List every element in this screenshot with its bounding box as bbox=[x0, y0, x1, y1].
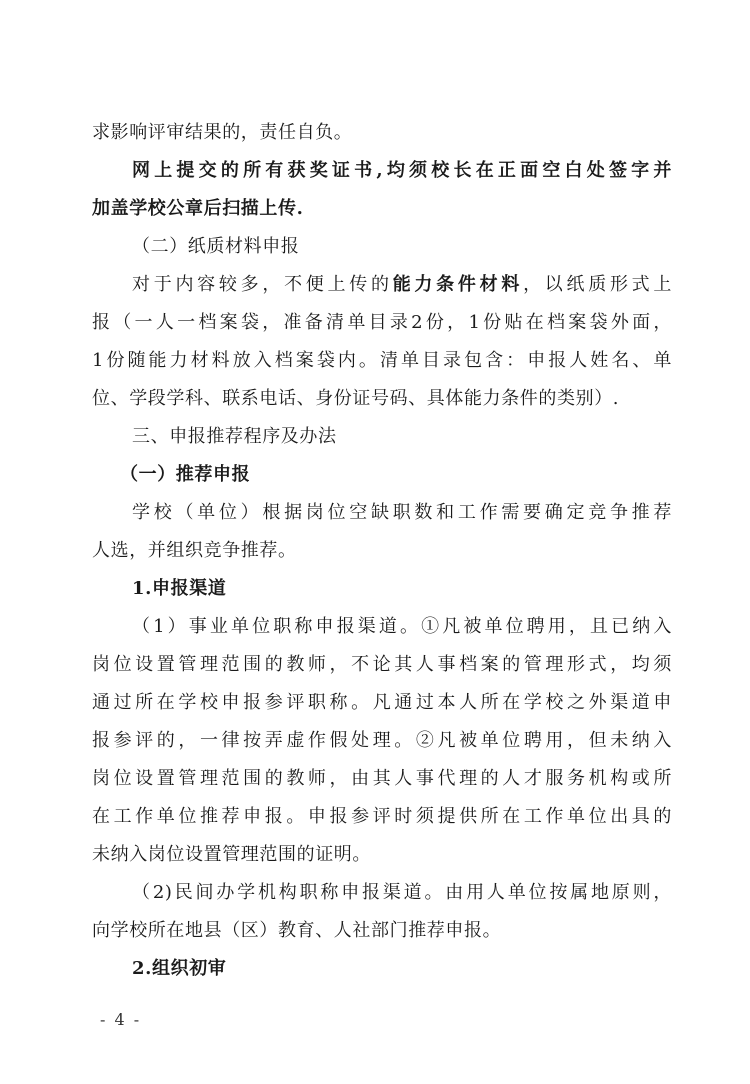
subsection-heading: （一）推荐申报 bbox=[120, 464, 251, 485]
text-line: 学校（单位）根据岗位空缺职数和工作需要确定竞争推荐 bbox=[132, 502, 672, 523]
section-heading: （二）纸质材料申报 bbox=[132, 236, 300, 257]
text-line: 岗位设置管理范围的教师，由其人事代理的人才服务机构或所 bbox=[92, 768, 672, 789]
emphasis-span: 能力条件材料 bbox=[392, 274, 524, 295]
document-body bbox=[92, 114, 672, 988]
text-line: 人选，并组织竞争推荐。 bbox=[92, 540, 297, 561]
text-line: 报（一人一档案袋，准备清单目录2份，1份贴在档案袋外面， bbox=[92, 312, 672, 333]
text-line: 岗位设置管理范围的教师，不论其人事档案的管理形式，均须 bbox=[92, 654, 672, 675]
text-line: 在工作单位推荐申报。申报参评时须提供所在工作单位出具的 bbox=[92, 806, 672, 827]
text-line: 报参评的，一律按弄虚作假处理。②凡被单位聘用，但未纳入 bbox=[92, 730, 672, 751]
text-span: 对于内容较多，不便上传的 bbox=[132, 274, 393, 295]
subsection-heading: 2.组织初审 bbox=[132, 958, 227, 979]
section-heading: 三、申报推荐程序及办法 bbox=[132, 426, 337, 447]
text-line: 未纳入岗位设置管理范围的证明。 bbox=[92, 844, 371, 865]
text-line: （1）事业单位职称申报渠道。①凡被单位聘用，且已纳入 bbox=[132, 616, 672, 637]
text-line: 1份随能力材料放入档案袋内。清单目录包含：申报人姓名、单 bbox=[92, 350, 672, 371]
text-line: （2)民间办学机构职称申报渠道。由用人单位按属地原则， bbox=[132, 882, 672, 903]
page-number: - 4 - bbox=[100, 1010, 142, 1029]
text-line: 求影响评审结果的，责任自负。 bbox=[92, 122, 353, 143]
text-line-bold: 网上提交的所有获奖证书,均须校长在正面空白处签字并 bbox=[132, 160, 672, 181]
text-line: 向学校所在地县（区）教育、人社部门推荐申报。 bbox=[92, 920, 502, 941]
text-line: 通过所在学校申报参评职称。凡通过本人所在学校之外渠道申 bbox=[92, 692, 672, 713]
subsection-heading: 1.申报渠道 bbox=[132, 578, 227, 599]
text-span: ，以纸质形式上 bbox=[523, 274, 673, 295]
text-line bbox=[92, 266, 672, 304]
text-line-bold: 加盖学校公章后扫描上传. bbox=[92, 198, 304, 219]
text-line: 位、学段学科、联系电话、身份证号码、具体能力条件的类别）. bbox=[92, 388, 620, 409]
